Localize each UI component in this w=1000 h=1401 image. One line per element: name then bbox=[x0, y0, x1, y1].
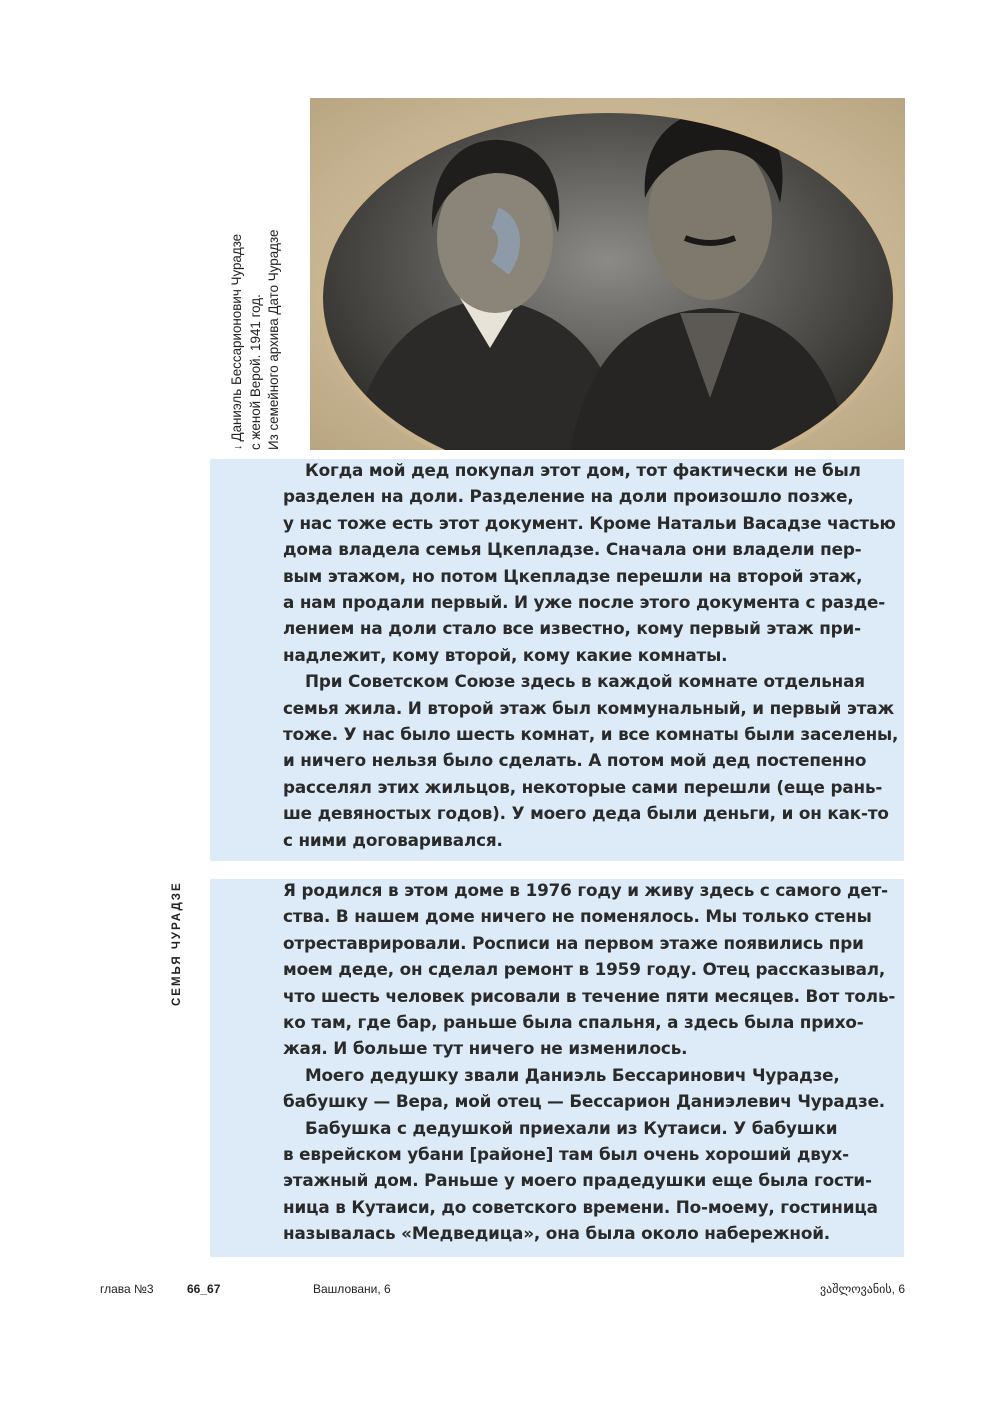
text-line: что шесть человек рисовали в течение пяти месяцев. Вот толь- bbox=[283, 985, 896, 1006]
body-text-block-1 bbox=[283, 457, 908, 853]
text-line: вым этажом, но потом Цкепладзе перешли на второй этаж, bbox=[283, 565, 863, 586]
body-text-block-2 bbox=[283, 877, 908, 1247]
family-photo bbox=[310, 98, 905, 450]
text-line: Я родился в этом доме в 1976 году и живу здесь с самого дет- bbox=[283, 880, 888, 900]
text-line: жая. И больше тут ничего не изменилось. bbox=[283, 1038, 688, 1059]
text-line: тоже. У нас было шесть комнат, и все комнаты были заселены, bbox=[283, 724, 899, 745]
text-line: расселял этих жильцов, некоторые сами перешли (еще рань- bbox=[283, 776, 883, 797]
footer-address-ru: Вашловани, 6 bbox=[313, 1282, 391, 1296]
text-line: отреставрировали. Росписи на первом этаже появились при bbox=[283, 932, 864, 953]
text-line: у нас тоже есть этот документ. Кроме Натальи Васадзе частью bbox=[283, 512, 896, 533]
photo-caption bbox=[228, 190, 283, 450]
photo-caption-line-3: Из семейного архива Дато Чурадзе bbox=[266, 229, 281, 450]
text-line: ше девяностых годов). У моего деда были деньги, и он как-то bbox=[283, 803, 889, 824]
text-line: и ничего нельзя было сделать. А потом мой дед постепенно bbox=[283, 750, 867, 771]
arrow-down-icon: ↓ bbox=[232, 444, 244, 450]
text-line: бабушку — Вера, мой отец — Бессарион Даниэлевич Чурадзе. bbox=[283, 1091, 886, 1112]
text-line: ства. В нашем доме ничего не поменялось. Мы только стены bbox=[283, 906, 872, 927]
family-photo-image bbox=[310, 98, 905, 450]
photo-caption-line-2: с женой Верой. 1941 год. bbox=[248, 294, 263, 450]
text-line: в еврейском убани [районе] там был очень хороший двух- bbox=[283, 1144, 849, 1165]
text-line: Когда мой дед покупал этот дом, тот фактически не был bbox=[305, 460, 861, 480]
text-line: семья жила. И второй этаж был коммунальный, и первый этаж bbox=[283, 697, 895, 718]
footer-address-ka: ვაშლოვანის, 6 bbox=[819, 1282, 905, 1296]
footer-chapter: глава №3 bbox=[100, 1282, 154, 1296]
text-line: моем деде, он сделал ремонт в 1959 году. Отец рассказывал, bbox=[283, 959, 886, 980]
text-line: лением на доли стало все известно, кому первый этаж при- bbox=[283, 618, 861, 639]
text-line: Моего дедушку звали Даниэль Бессаринович Чурадзе, bbox=[305, 1064, 840, 1085]
section-side-label: СЕМЬЯ ЧУРАДЗЕ bbox=[171, 881, 183, 1006]
footer-page-numbers: 66_67 bbox=[187, 1282, 221, 1296]
text-line: ко там, где бар, раньше была спальня, а здесь была прихо- bbox=[283, 1012, 864, 1033]
text-line: надлежит, кому второй, кому какие комнаты. bbox=[283, 644, 728, 665]
text-line: с ними договаривался. bbox=[283, 829, 503, 850]
text-line: разделен на доли. Разделение на доли произошло позже, bbox=[283, 486, 854, 507]
text-line: этажный дом. Раньше у моего прадедушки еще была гости- bbox=[283, 1170, 872, 1191]
text-line: дома владела семья Цкепладзе. Сначала они владели пер- bbox=[283, 539, 862, 560]
photo-caption-line-1: ↓Даниэль Бессарионович Чурадзе bbox=[229, 233, 244, 450]
text-line: называлась «Медведица», она была около набережной. bbox=[283, 1223, 831, 1244]
text-line: ница в Кутаиси, до советского времени. По-моему, гостиница bbox=[283, 1196, 878, 1217]
text-line: При Советском Союзе здесь в каждой комнате отдельная bbox=[305, 671, 865, 692]
text-line: а нам продали первый. И уже после этого документа с разде- bbox=[283, 592, 886, 613]
text-line: Бабушка с дедушкой приехали из Кутаиси. У бабушки bbox=[305, 1117, 838, 1138]
